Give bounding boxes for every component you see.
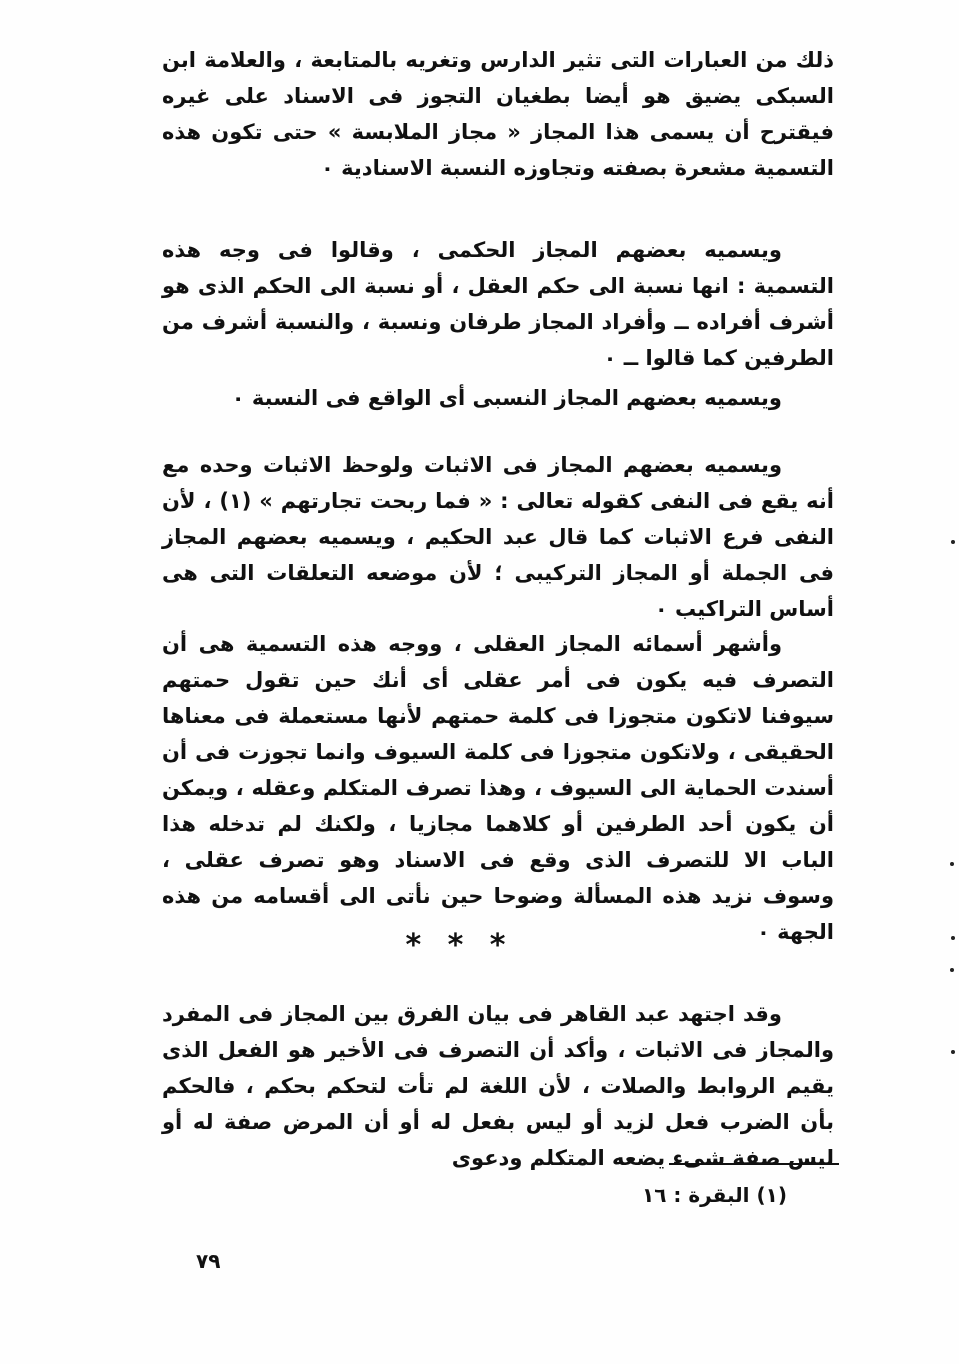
- paragraph-2: ويسميه بعضهم المجاز الحكمى ، وقالوا فى وجه هذه التسمية : انها نسبة الى حكم العقل ، أو نسبة الى الحكم الذى هو أشرف أفراده ــ وأفراد المجاز طرفان ونسبة ، والنسبة أشرف من الطرفين كما قالوا ــ ٠: [162, 238, 834, 370]
- paragraph-1: ذلك من العبارات التى تثير الدارس وتغريه بالمتابعة ، والعلامة ابن السبكى يضيق هو أيضا بطغيان التجوز فى الاسناد على غيره فيقترح أن يسمى هذا المجاز « مجاز الملابسة » حتى تكون هذه التسمية مشعرة بصفته وتجاوزه النسبة الاسنادية ٠: [162, 48, 834, 180]
- scan-speck: [950, 862, 954, 866]
- paragraph-6: وقد اجتهد عبد القاهر فى بيان الفرق بين المجاز فى المفرد والمجاز فى الاثبات ، وأكد أن التصرف فى الأخير هو الفعل الذى يقيم الروابط والصلات ، لأن اللغة لم تأت لتحكم بحكم ، فالحكم بأن الضرب فعل لزيد أو ليس بفعل له أو أن المرض صفة له أو ليس صفة شىء يضعه المتكلم ودعوى: [162, 1002, 834, 1170]
- scan-speck: [950, 968, 954, 972]
- page-number: ٧٩: [196, 1249, 221, 1273]
- scan-speck: [951, 540, 955, 544]
- section-separator: * * *: [405, 928, 514, 963]
- scan-speck: [951, 936, 955, 940]
- scan-speck: [951, 1050, 955, 1054]
- paragraph-4: ويسميه بعضهم المجاز فى الاثبات ولوحظ الاثبات وحده مع أنه يقع فى النفى كقوله تعالى : « فما ربحت تجارتهم » (١) ، لأن النفى فرع الاثبات كما قال عبد الحكيم ، ويسميه بعضهم المجاز فى الجملة أو المجاز التركيبى ؛ لأن موضعه التعلقات التى هى أساس التراكيب ٠: [162, 453, 834, 621]
- footnote-divider: [669, 1163, 839, 1165]
- paragraph-3: ويسميه بعضهم المجاز النسبى أى الواقع فى النسبة ٠: [231, 386, 782, 410]
- footnote: (١) البقرة : ١٦: [642, 1183, 787, 1207]
- paragraph-5: وأشهر أسمائه المجاز العقلى ، ووجه هذه التسمية هى أن التصرف فيه يكون فى أمر عقلى أى أنك حين تقول حمتهم سيوفنا لاتكون متجوزا فى كلمة حمتهم لأنها مستعملة فى معناها الحقيقى ، ولاتكون متجوزا فى كلمة السيوف وانما تجوزت فى أن أسندت الحماية الى السيوف ، وهذا تصرف المتكلم وعقله ، ويمكن أن يكون أحد الطرفين أو كلاهما مجازيا ، ولكنك لم تدخله هذا الباب الا للتصرف الذى وقع فى الاسناد وهو تصرف عقلى ، وسوف نزيد هذه المسألة وضوحا حين نأتى الى أقسامه من هذه الجهة ٠: [162, 632, 834, 944]
